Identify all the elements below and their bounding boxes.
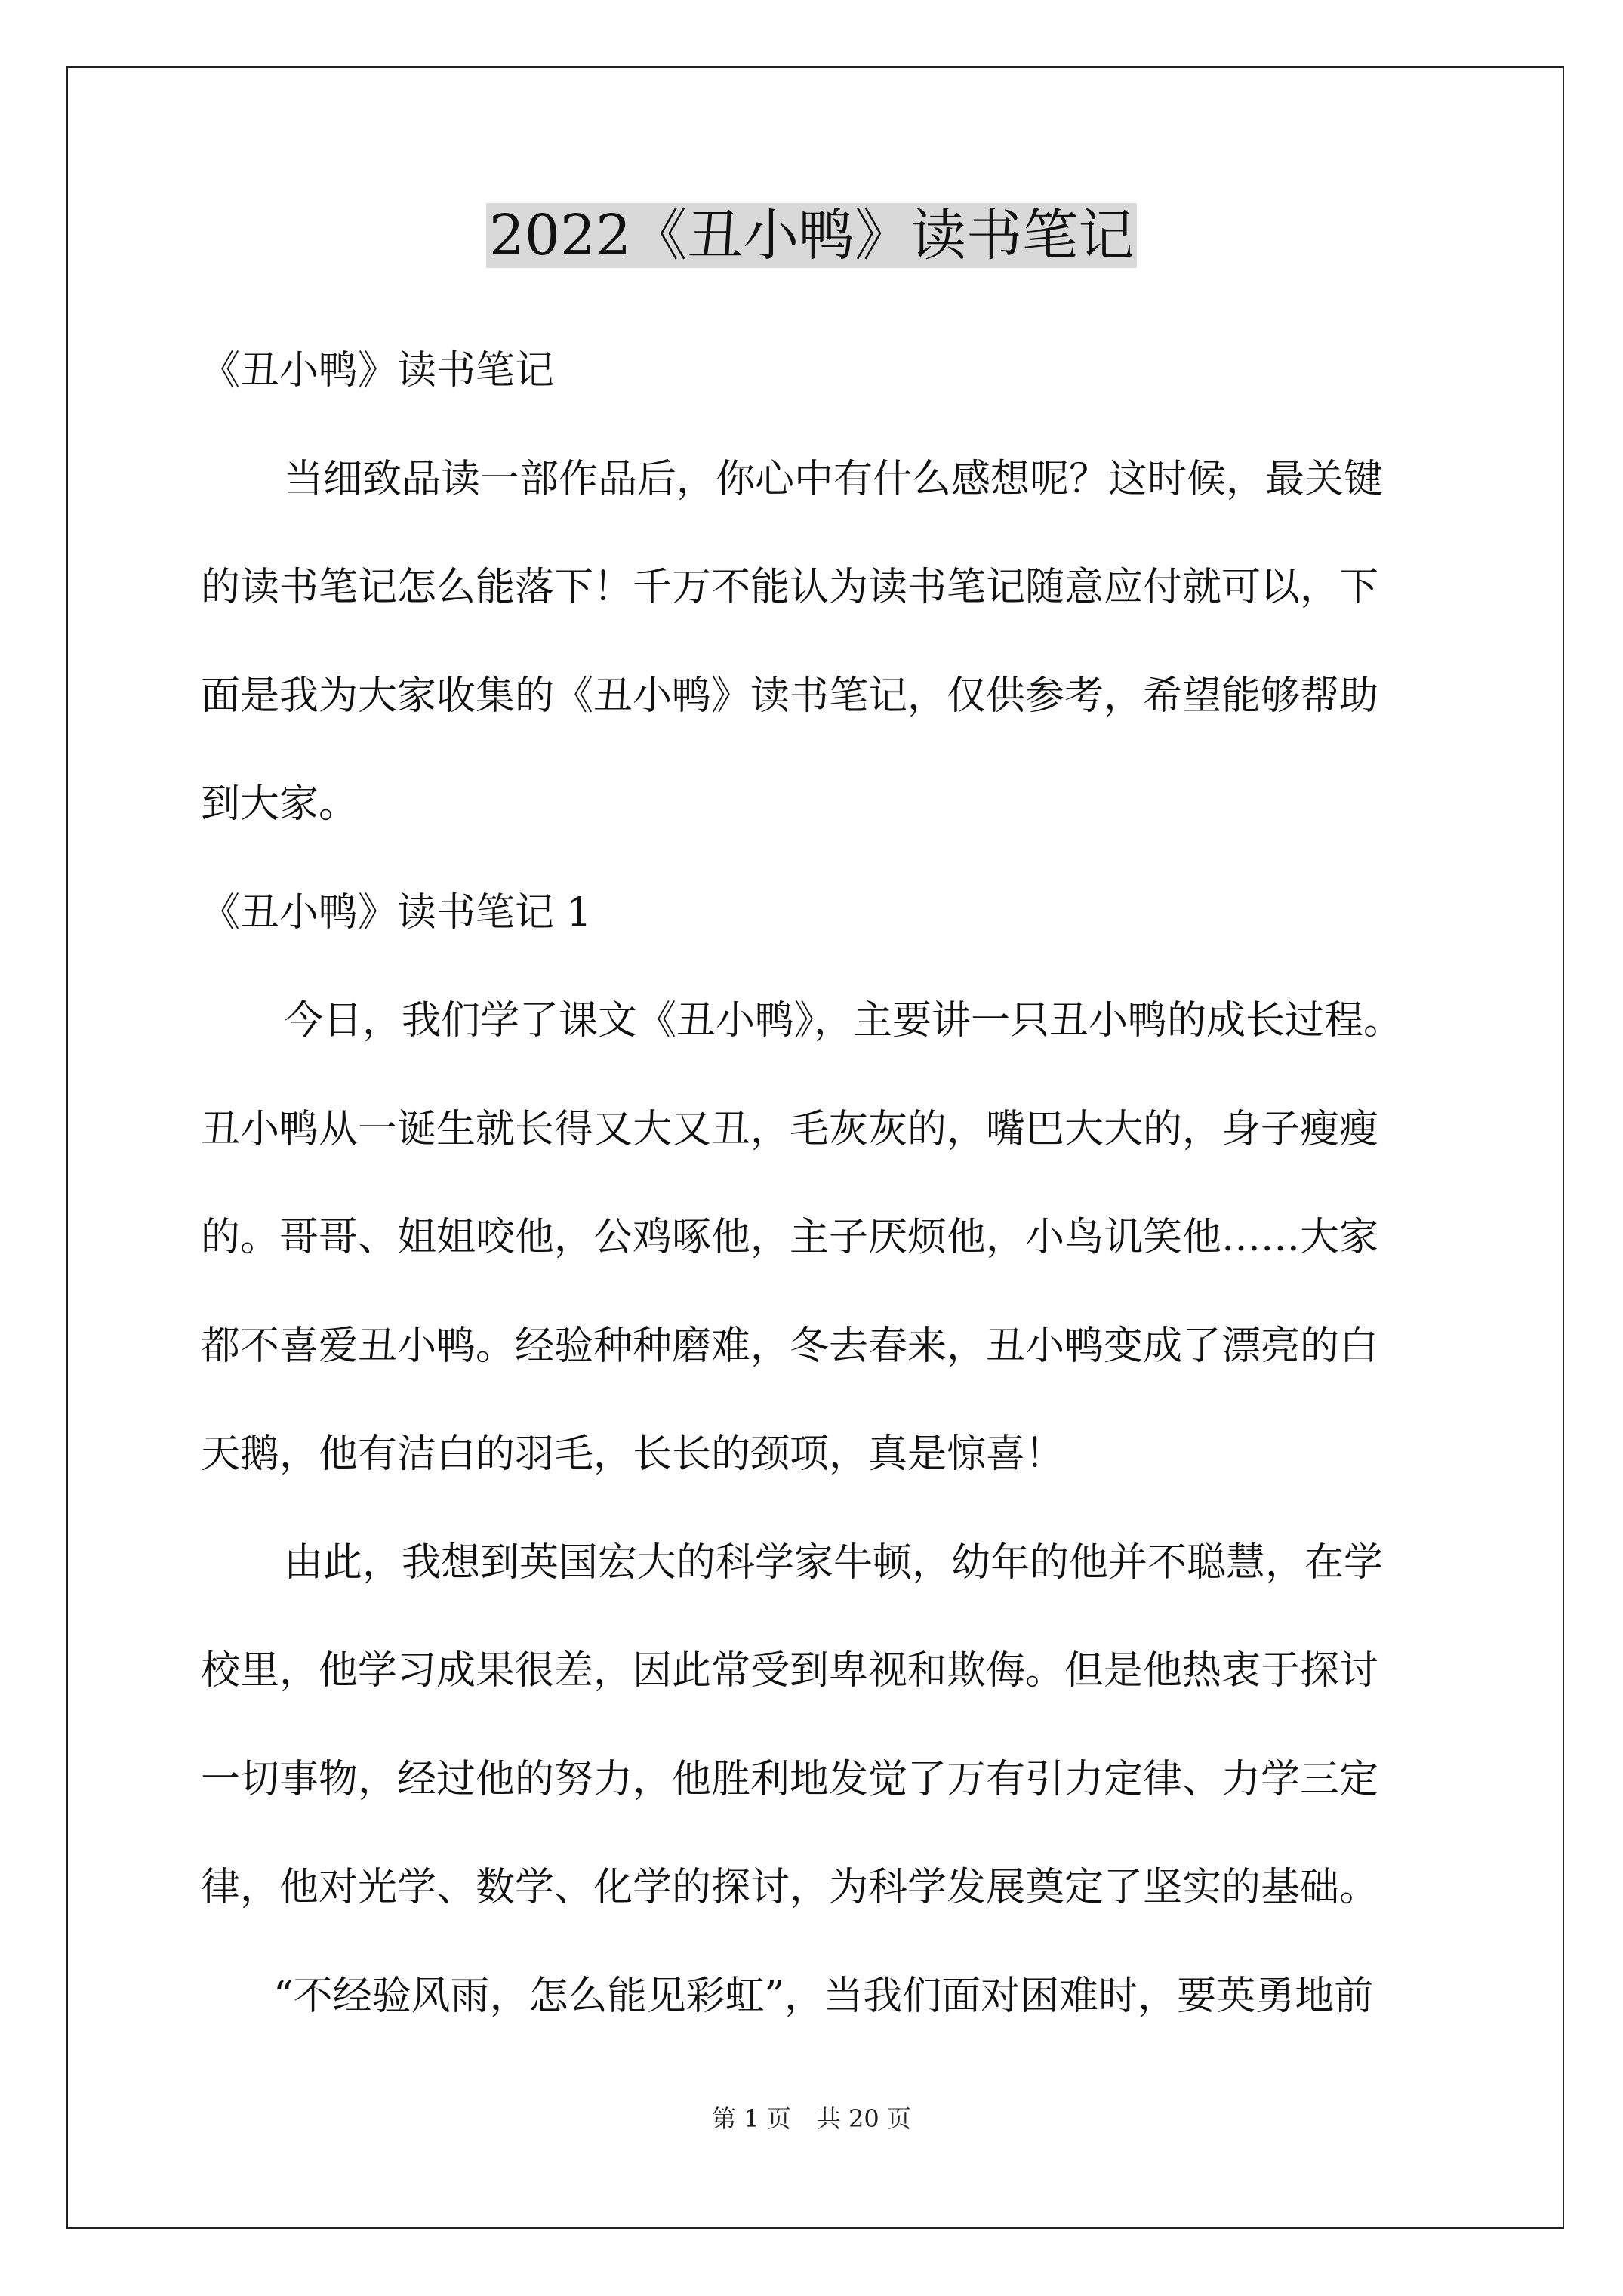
section-heading: 《丑小鸭》读书笔记 1 (201, 889, 592, 935)
paragraph-line: 校里，他学习成果很差，因此常受到卑视和欺侮。但是他热衷于探讨 (201, 1648, 1379, 1693)
paragraph-line: 的。哥哥、姐姐咬他，公鸡啄他，主子厌烦他，小鸟讥笑他……大家 (201, 1215, 1379, 1260)
paragraph-line: 到大家。 (201, 781, 359, 827)
subtitle-line: 《丑小鸭》读书笔记 (201, 348, 555, 393)
paragraph-line: 律，他对光学、数学、化学的探讨，为科学发展奠定了坚实的基础。 (201, 1865, 1379, 1910)
document-title: 2022《丑小鸭》读书笔记 (0, 198, 1623, 273)
paragraph-line: 天鹅，他有洁白的羽毛，长长的颈项，真是惊喜！ (201, 1432, 1065, 1477)
paragraph-line: 一切事物，经过他的努力，他胜利地发觉了万有引力定律、力学三定 (201, 1756, 1379, 1802)
paragraph-line: 今日，我们学了课文《丑小鸭》，主要讲一只丑小鸭的成长过程。 (284, 998, 1403, 1043)
paragraph-line: 丑小鸭从一诞生就长得又大又丑，毛灰灰的，嘴巴大大的，身子瘦瘦 (201, 1106, 1379, 1152)
paragraph-line: 当细致品读一部作品后，你心中有什么感想呢？这时候，最关键 (284, 456, 1384, 502)
page-number: 第 1 页 (712, 2104, 791, 2133)
paragraph-line: 面是我为大家收集的《丑小鸭》读书笔记，仅供参考，希望能够帮助 (201, 673, 1379, 719)
page-footer (0, 2103, 1623, 2134)
document-body (201, 317, 1431, 2051)
paragraph-line: “不经验风雨，怎么能见彩虹”，当我们面对困难时，要英勇地前 (273, 1973, 1374, 2019)
paragraph-line: 由此，我想到英国宏大的科学家牛顿，幼年的他并不聪慧，在学 (284, 1539, 1384, 1586)
page-total: 共 20 页 (816, 2104, 911, 2133)
paragraph-line: 都不喜爱丑小鸭。经验种种磨难，冬去春来，丑小鸭变成了漂亮的白 (201, 1323, 1379, 1369)
paragraph-line: 的读书笔记怎么能落下！千万不能认为读书笔记随意应付就可以，下 (201, 565, 1379, 610)
